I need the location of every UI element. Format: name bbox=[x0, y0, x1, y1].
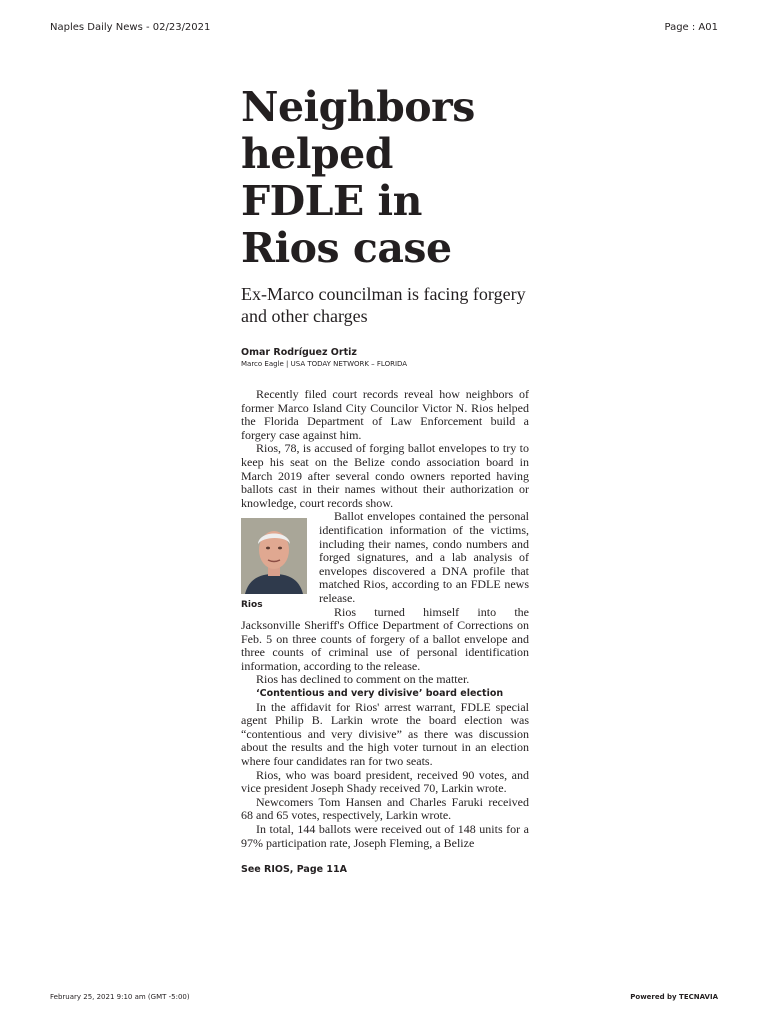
paragraph: Rios has declined to comment on the matter. bbox=[256, 672, 470, 687]
paragraph: Rios turned himself into the Jacksonville Sheriff's Office Department of Corrections on Feb. 5 on three counts of forgery of a ballot envelope and three counts of criminal use of personal identification information, according to the release. bbox=[241, 604, 529, 673]
article-body bbox=[241, 388, 529, 850]
paragraph: In the affidavit for Rios' arrest warrant, FDLE special agent Philip B. Larkin wrote the board election was “contentious and very divisive” as there was discussion about the results and the high voter turnout in an election where four candidates ran for two seats. bbox=[241, 699, 529, 769]
print-timestamp: February 25, 2021 9:10 am (GMT -5:00) bbox=[50, 993, 190, 1001]
headline: Neighbors helped FDLE in Rios case bbox=[241, 83, 475, 272]
article bbox=[241, 84, 529, 875]
subheading: ‘Contentious and very divisive’ board election bbox=[256, 688, 504, 700]
jump-line: See RIOS, Page 11A bbox=[241, 864, 347, 876]
publication-date: Naples Daily News - 02/23/2021 bbox=[50, 22, 211, 33]
byline-affiliation: Marco Eagle | USA TODAY NETWORK – FLORIDA bbox=[241, 360, 408, 368]
paragraph: Ballot envelopes contained the personal identification information of the victims, including their names, condo numbers and forged signatures, and a lab analysis of envelopes discovered a DNA profile that matched Rios, according to an FDLE news release. bbox=[319, 509, 529, 605]
paragraph: In total, 144 ballots were received out of 148 units for a 97% participation rate, Joseph Fleming, a Belize bbox=[241, 822, 529, 850]
portrait-graphic bbox=[241, 518, 307, 594]
page-number: Page : A01 bbox=[664, 22, 718, 33]
byline: Omar Rodríguez Ortiz bbox=[241, 347, 357, 358]
photo-caption: Rios bbox=[241, 600, 263, 611]
paragraph: Newcomers Tom Hansen and Charles Faruki received 68 and 65 votes, respectively, Larkin wrote. bbox=[241, 794, 529, 823]
paragraph: Rios, who was board president, received 90 votes, and vice president Joseph Shady received 70, Larkin wrote. bbox=[241, 767, 529, 796]
powered-by: Powered by TECNAVIA bbox=[630, 993, 718, 1001]
mugshot bbox=[241, 518, 313, 613]
paragraph: Recently filed court records reveal how neighbors of former Marco Island City Councilor Victor N. Rios helped the Florida Department of Law Enforcement build a forgery case against him. bbox=[241, 387, 529, 442]
paragraph: Rios, 78, is accused of forging ballot envelopes to try to keep his seat on the Belize condo association board in March 2019 after several condo owners reported having ballots cast in their names without their authorization or knowledge, court records show. bbox=[241, 441, 529, 510]
mugshot-image bbox=[241, 518, 307, 594]
deck: Ex-Marco councilman is facing forgery and other charges bbox=[241, 284, 526, 326]
